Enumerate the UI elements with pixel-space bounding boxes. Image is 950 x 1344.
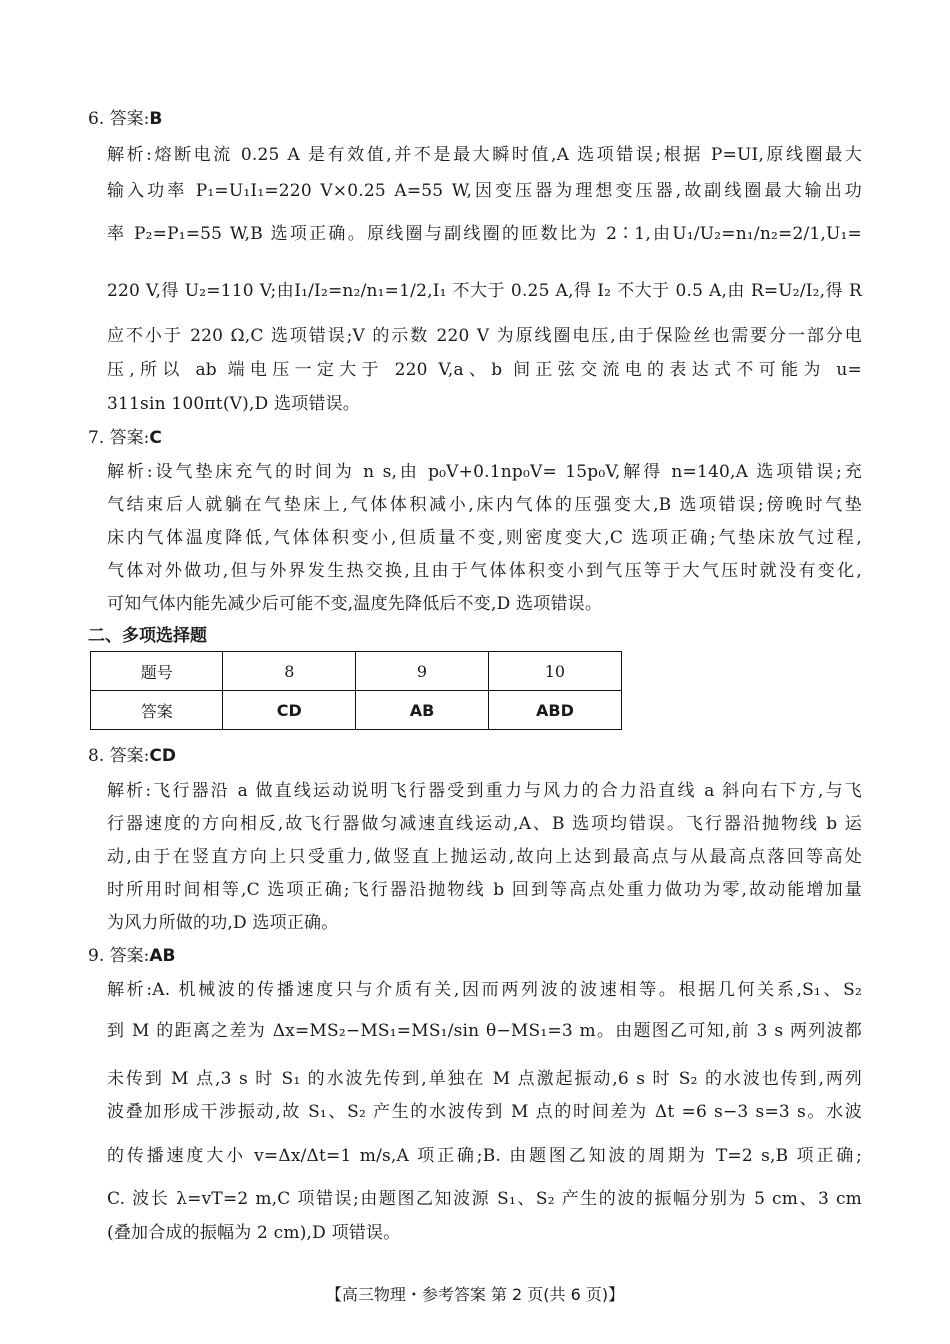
q6-answer: B [149,109,163,129]
q7-line-2: 气结束后人就躺在气垫床上,气体体积减小,床内气体的压强变大,B 选项错误;傍晚时气垫 [107,495,862,515]
q8-answer: CD [149,746,176,766]
q9-line-5: 的传播速度大小 v=Δx/Δt=1 m/s,A 项正确;B. 由题图乙知波的周期为 T=2 s,B 项正确; [107,1146,862,1166]
q6-line-2: 输入功率 P₁=U₁I₁=220 V×0.25 A=55 W,因变压器为理想变压器,故副线圈最大输出功 [107,181,862,201]
q6-line-1: 解析:熔断电流 0.25 A 是有效值,并不是最大瞬时值,A 选项错误;根据 P=UI,原线圈最大 [107,145,862,165]
table-cell: 题号 [91,652,223,691]
q9-line-1: 解析:A. 机械波的传播速度只与介质有关,因而两列波的波速相等。根据几何关系,S₁、S₂ [107,980,862,1000]
page-footer: 【高三物理・参考答案 第 2 页(共 6 页)】 [325,1285,625,1304]
q9-line-4: 波叠加形成干涉振动,故 S₁、S₂ 产生的水波传到 M 点的时间差为 Δt =6 s−3 s=3 s。水波 [107,1102,862,1122]
table-cell: 答案 [91,691,223,730]
table-cell: 9 [356,652,489,691]
answer-table [90,651,622,730]
q6-line-5: 应不小于 220 Ω,C 选项错误;V 的示数 220 V 为原线圈电压,由于保险丝也需要分一部分电 [107,326,862,346]
q6-line-7: 311sin 100πt(V),D 选项错误。 [107,394,360,414]
q6-line-3: 率 P₂=P₁=55 W,B 选项正确。原线圈与副线圈的匝数比为 2∶1,由U₁/U₂=n₁/n₂=2/1,U₁= [107,224,862,244]
q8-line-5: 为风力所做的功,D 选项正确。 [107,913,339,933]
q7-line-1: 解析:设气垫床充气的时间为 n s,由 p₀V+0.1np₀V= 15p₀V,解得 n=140,A 选项错误;充 [107,462,862,482]
table-row [91,652,622,691]
q6-line-6: 压,所以 ab 端电压一定大于 220 V,a、b 间正弦交流电的表达式不可能为 u= [107,360,862,380]
q7-heading: 7. 答案:C [88,428,162,448]
q9-line-3: 未传到 M 点,3 s 时 S₁ 的水波先传到,单独在 M 点激起振动,6 s 时 S₂ 的水波也传到,两列 [107,1069,862,1089]
q7-line-3: 床内气体温度降低,气体体积变小,但质量不变,则密度变大,C 选项正确;气垫床放气过程, [107,528,862,548]
table-cell: CD [223,691,356,730]
q9-line-2: 到 M 的距离之差为 Δx=MS₂−MS₁=MS₁/sin θ−MS₁=3 m。由题图乙可知,前 3 s 两列波都 [107,1021,862,1041]
q9-heading: 9. 答案:AB [88,946,176,966]
q6-heading: 6. 答案:B [88,109,163,129]
q7-line-4: 气体对外做功,但与外界发生热交换,且由于气体体积变小到气压等于大气压时就没有变化, [107,561,862,581]
section-multiple-choice-title: 二、多项选择题 [88,626,207,646]
q7-answer: C [149,428,162,448]
table-cell: 8 [223,652,356,691]
table-cell: ABD [488,691,621,730]
table-row [91,691,622,730]
table-cell: AB [356,691,489,730]
table-cell: 10 [488,652,621,691]
q9-line-6: C. 波长 λ=vT=2 m,C 项错误;由题图乙知波源 S₁、S₂ 产生的波的振幅分别为 5 cm、3 cm [107,1189,862,1209]
q8-line-2: 行器速度的方向相反,故飞行器做匀减速直线运动,A、B 选项均错误。飞行器沿抛物线 b 运 [107,814,862,834]
q9-line-7: (叠加合成的振幅为 2 cm),D 项错误。 [107,1223,401,1243]
q8-line-3: 动,由于在竖直方向上只受重力,做竖直上抛运动,故向上达到最高点与从最高点落回等高处 [107,847,862,867]
q6-line-4: 220 V,得 U₂=110 V;由I₁/I₂=n₂/n₁=1/2,I₁ 不大于 0.25 A,得 I₂ 不大于 0.5 A,由 R=U₂/I₂,得 R [107,281,862,301]
q8-heading: 8. 答案:CD [88,746,176,766]
q7-line-5: 可知气体内能先减少后可能不变,温度先降低后不变,D 选项错误。 [107,594,603,614]
q8-line-4: 时所用时间相等,C 选项正确;飞行器沿抛物线 b 回到等高点处重力做功为零,故动能增加量 [107,880,862,900]
q8-line-1: 解析:飞行器沿 a 做直线运动说明飞行器受到重力与风力的合力沿直线 a 斜向右下方,与飞 [107,781,862,801]
q9-answer: AB [149,946,176,966]
